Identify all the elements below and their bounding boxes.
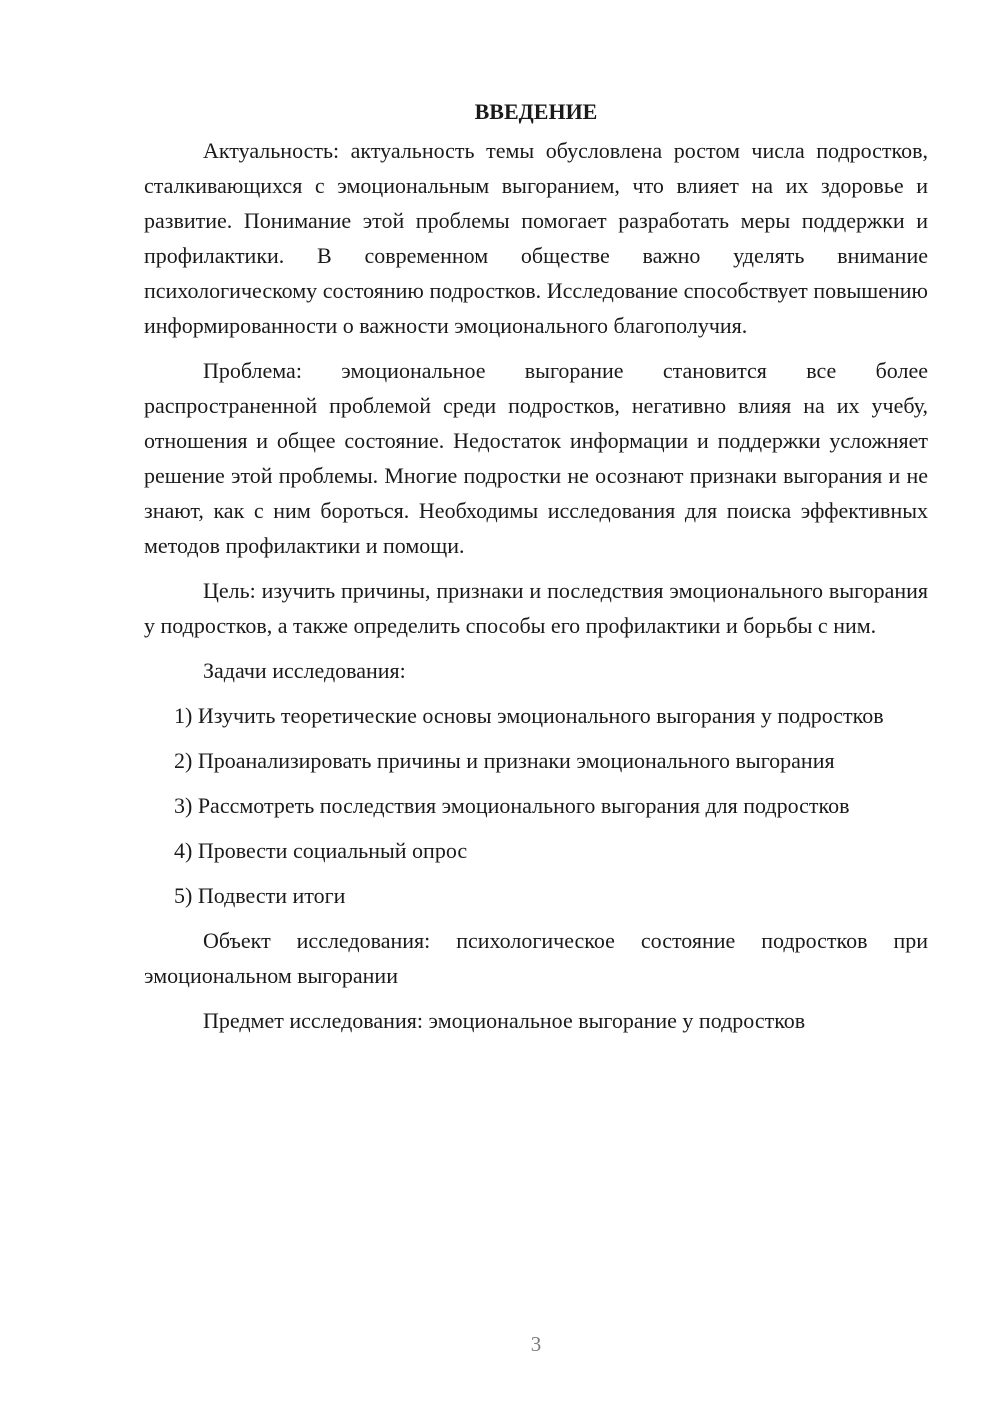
tasks-heading: Задачи исследования:	[203, 658, 406, 683]
tasks-list	[144, 698, 928, 913]
goal-paragraph: Цель: изучить причины, признаки и последствия эмоционального выгорания у подростков, а также определить способы его профилактики и борьбы с ним.	[144, 578, 928, 638]
relevance-paragraph: Актуальность: актуальность темы обусловлена ростом числа подростков, сталкивающихся с эмоциональным выгоранием, что влияет на их здоровье и развитие. Понимание этой проблемы помогает разработать меры поддержки и профилактики. В современном обществе важно уделять внимание психологическому состоянию подростков. Исследование способствует повышению информированности о важности эмоционального благополучия.	[144, 138, 928, 338]
page-number: 3	[530, 1332, 542, 1356]
task-item-5: 5) Подвести итоги	[174, 883, 346, 908]
object-paragraph: Объект исследования: психологическое состояние подростков при эмоциональном выгорании	[144, 928, 928, 988]
problem-paragraph: Проблема: эмоциональное выгорание становится все более распространенной проблемой среди подростков, негативно влияя на их учебу, отношения и общее состояние. Недостаток информации и поддержки усложняет решение этой проблемы. Многие подростки не осознают признаки выгорания и не знают, как с ним бороться. Необходимы исследования для поиска эффективных методов профилактики и помощи.	[144, 358, 928, 558]
task-item-2: 2) Проанализировать причины и признаки эмоционального выгорания	[174, 748, 835, 773]
subject-paragraph: Предмет исследования: эмоциональное выгорание у подростков	[203, 1008, 806, 1033]
task-item-3: 3) Рассмотреть последствия эмоционального выгорания для подростков	[174, 793, 850, 818]
section-title: ВВЕДЕНИЕ	[474, 99, 598, 124]
task-item-4: 4) Провести социальный опрос	[174, 838, 468, 863]
task-item-1: 1) Изучить теоретические основы эмоционального выгорания у подростков	[174, 703, 884, 728]
page-content	[144, 94, 928, 1048]
